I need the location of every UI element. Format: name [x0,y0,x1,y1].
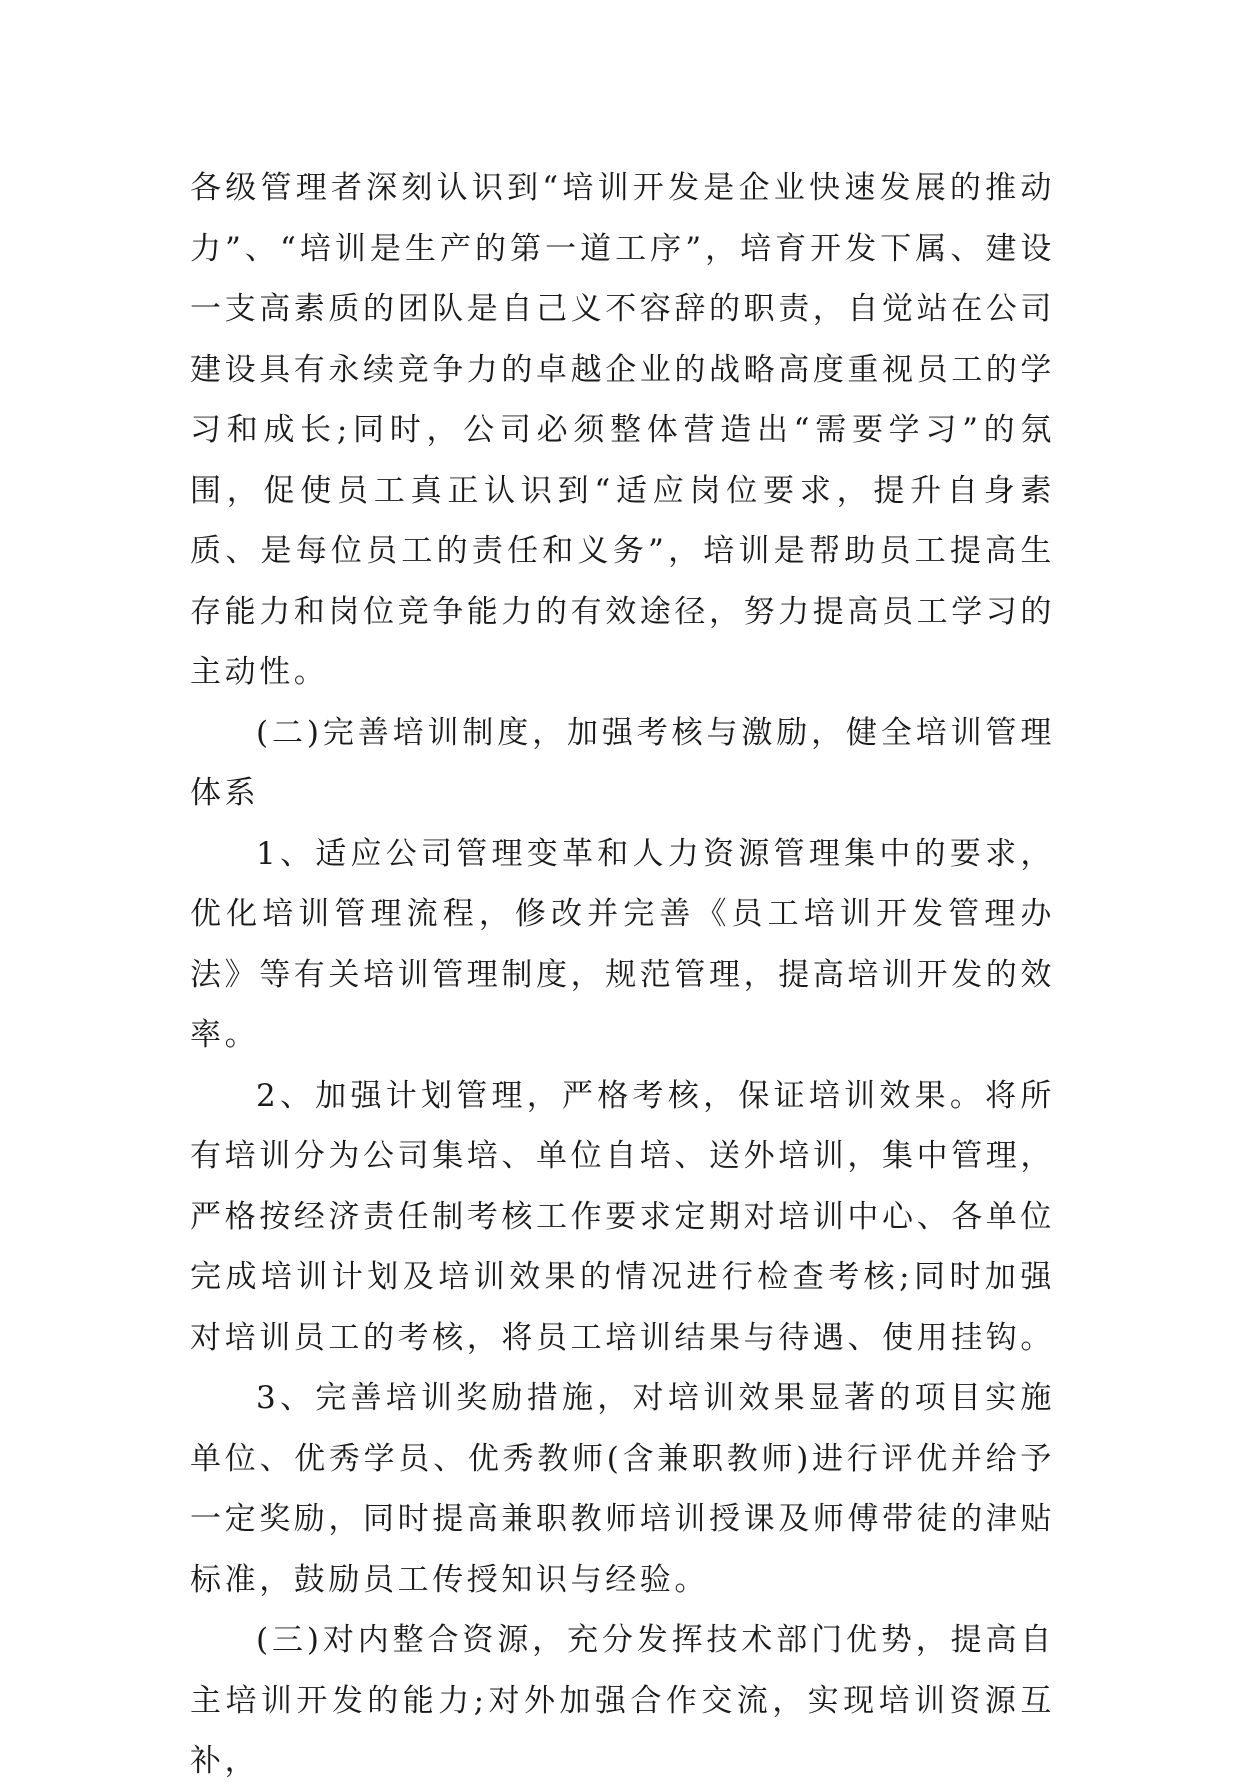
paragraph-continuation: 各级管理者深刻认识到“培训开发是企业快速发展的推动力”、“培训是生产的第一道工序”，培育开发下属、建设一支高素质的团队是自己义不容辞的职责，自觉站在公司建设具有永续竞争力的卓越企业的战略高度重视员工的学习和成长;同时，公司必须整体营造出“需要学习”的氛围，促使员工真正认识到“适应岗位要求，提升自身素质、是每位员工的责任和义务”，培训是帮助员工提高生存能力和岗位竞争能力的有效途径，努力提高员工学习的主动性。 [190,170,1055,690]
list-item-2: 2、加强计划管理，严格考核，保证培训效果。将所有培训分为公司集培、单位自培、送外培训，集中管理，严格按经济责任制考核工作要求定期对培训中心、各单位完成培训计划及培训效果的情况进行检查考核;同时加强对培训员工的考核，将员工培训结果与待遇、使用挂钩。 [190,1077,1055,1356]
document-body [190,158,1055,1792]
section-heading-2: (二)完善培训制度，加强考核与激励，健全培训管理体系 [190,714,1055,811]
list-item-3: 3、完善培训奖励措施，对培训效果显著的项目实施单位、优秀学员、优秀教师(含兼职教师)进行评优并给予一定奖励，同时提高兼职教师培训授课及师傅带徒的津贴标准，鼓励员工传授知识与经验。 [190,1380,1055,1598]
section-heading-3: (三)对内整合资源，充分发挥技术部门优势，提高自主培训开发的能力;对外加强合作交流，实现培训资源互补， [190,1622,1055,1779]
list-item-1: 1、适应公司管理变革和人力资源管理集中的要求，优化培训管理流程，修改并完善《员工培训开发管理办法》等有关培训管理制度，规范管理，提高培训开发的效率。 [190,835,1055,1053]
